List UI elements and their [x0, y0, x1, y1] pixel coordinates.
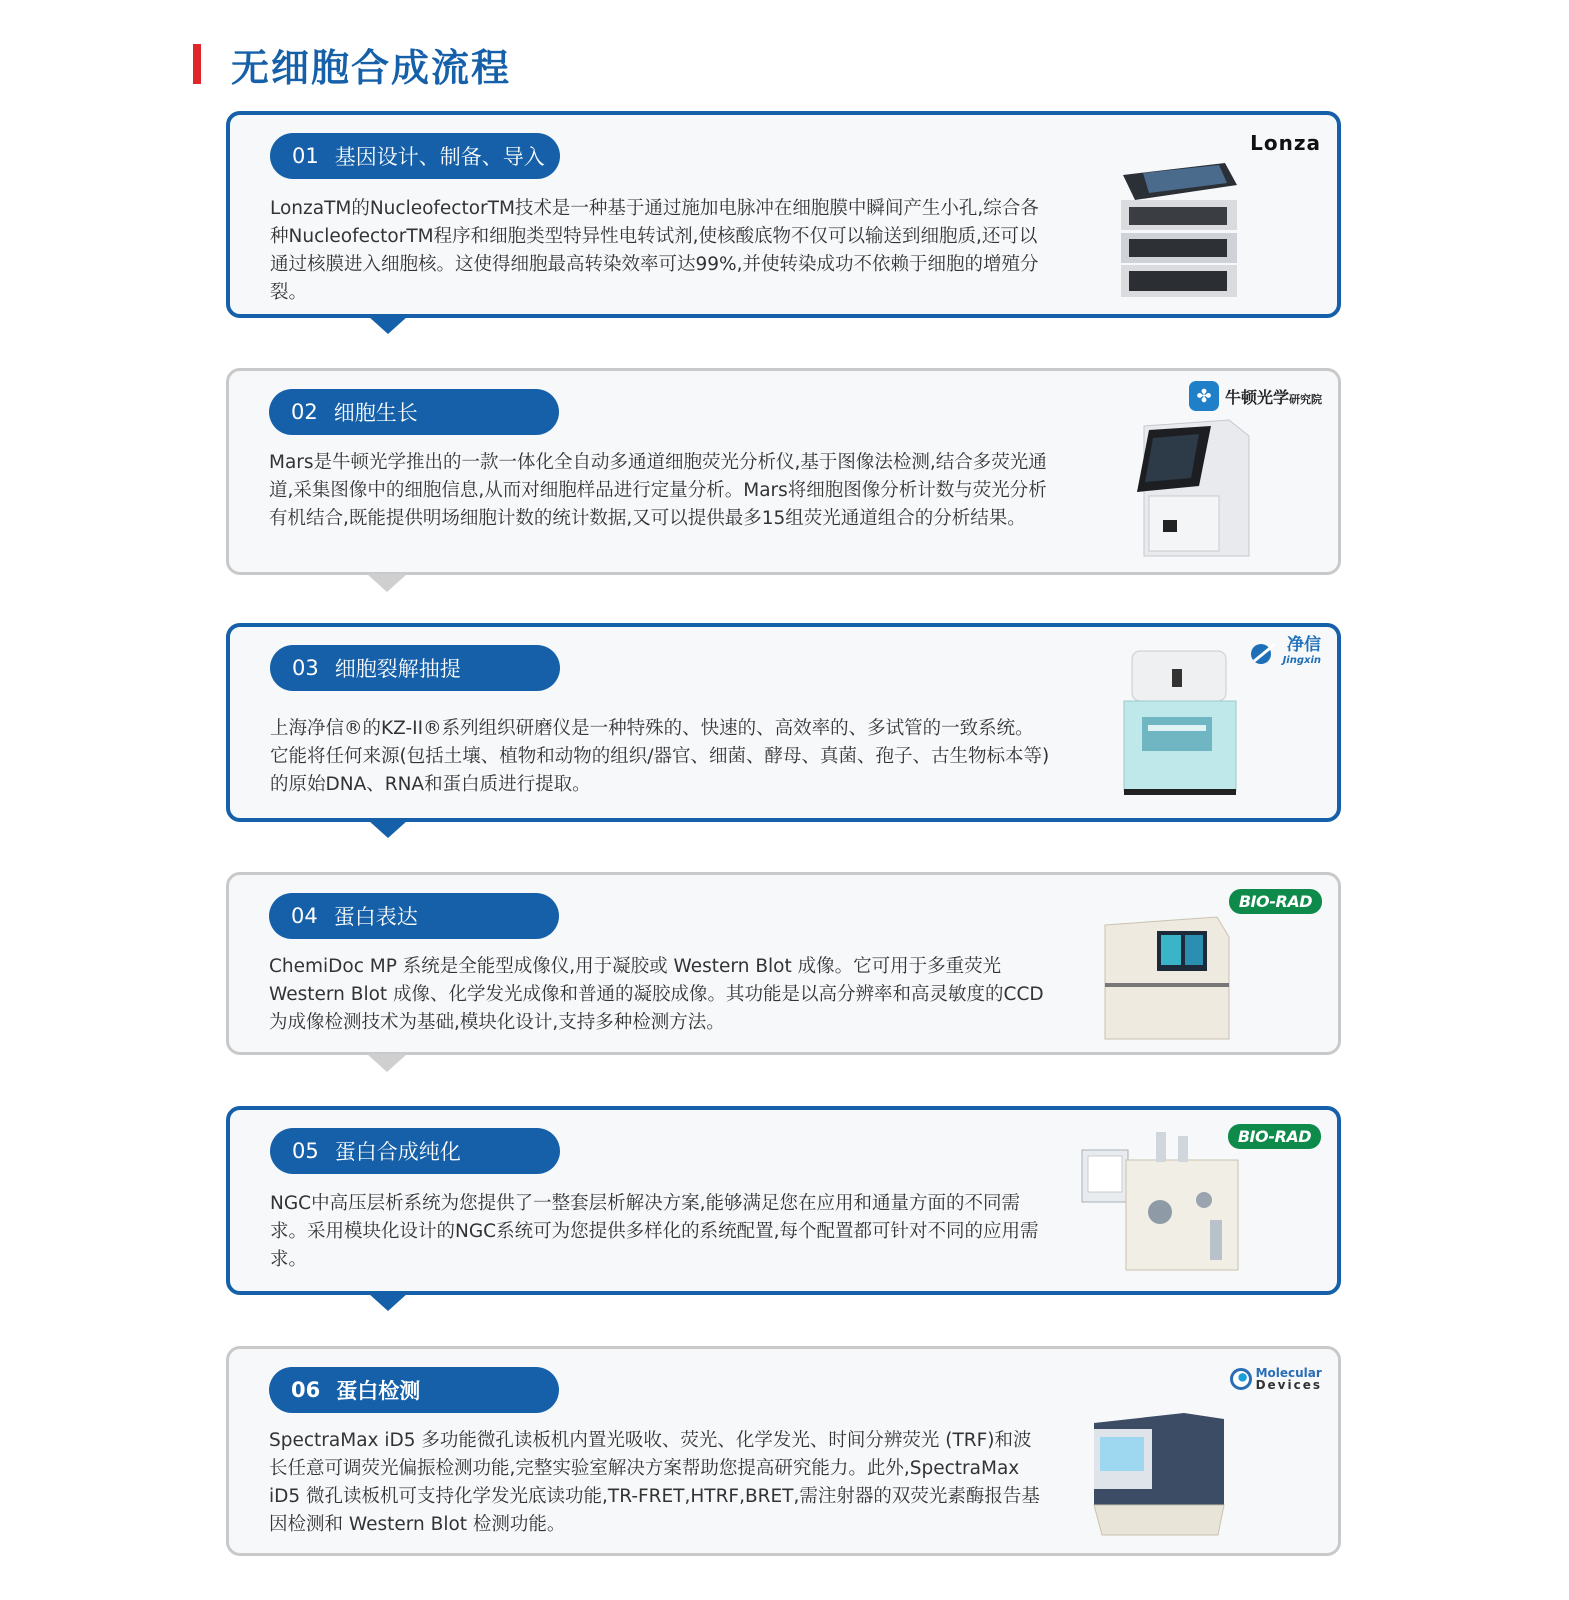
step-pill-04: [269, 893, 559, 939]
step-card-04: [226, 872, 1341, 1055]
step-label: 细胞生长: [333, 401, 418, 425]
step-card-01: [226, 111, 1341, 318]
step-description: SpectraMax iD5 多功能微孔读板机内置光吸收、荧光、化学发光、时间分辨荧光 (TRF)和波长任意可调荧光偏振检测功能,完整实验室解决方案帮助您提高研究能力。此外,SpectraMax iD5 微孔读板机可支持化学发光底读功能,TR-FRET,HTRF,BRET,需注射器的双荧光素酶报告基因检测和 Western Blot 检测功能。: [269, 1430, 1040, 1535]
jingxin-logo: 净信 Jingxin: [1249, 637, 1321, 669]
flow-arrow: [367, 574, 407, 592]
step-description: 上海净信®的KZ-II®系列组织研磨仪是一种特殊的、快速的、高效率的、多试管的一致系统。它能将任何来源(包括土壤、植物和动物的组织/器官、细菌、酵母、真菌、孢子、古生物标本等)的原始DNA、RNA和蛋白质进行提取。: [270, 718, 1050, 795]
page-title: 无细胞合成流程: [231, 45, 512, 90]
molecular-devices-logo-icon: [1230, 1368, 1252, 1390]
step-description: ChemiDoc MP 系统是全能型成像仪,用于凝胶或 Western Blot 成像。它可用于多重荧光Western Blot 成像、化学发光成像和普通的凝胶成像。其功能是以高分辨率和高灵敏度的CCD 为成像检测技术为基础,模块化设计,支持多种检测方法。: [269, 956, 1044, 1033]
step-number: 06: [291, 1378, 321, 1402]
jingxin-logo-icon: [1249, 640, 1279, 666]
ngc-chromatography-device-image: [1080, 1130, 1245, 1280]
newton-optics-logo: ✤ 牛顿光学研究院: [1189, 381, 1322, 411]
step-pill-03: [270, 645, 560, 691]
step-number: 01: [292, 144, 319, 168]
flow-arrow: [368, 316, 408, 334]
step-label: 蛋白合成纯化: [334, 1140, 461, 1164]
step-description: NGC中高压层析系统为您提供了一整套层析解决方案,能够满足您在应用和通量方面的不同需求。采用模块化设计的NGC系统可为您提供多样化的系统配置,每个配置都可针对不同的应用需求。: [270, 1193, 1039, 1270]
step-description: LonzaTM的NucleofectorTM技术是一种基于通过施加电脉冲在细胞膜中瞬间产生小孔,综合各种NucleofectorTM程序和细胞类型特异性电转试剂,使核酸底物不仅可以输送到细胞质,还可以通过核膜进入细胞核。这使得细胞最高转染效率可达99%,并使转染成功不依赖于细胞的增殖分裂。: [270, 198, 1039, 303]
step-pill-05: [270, 1128, 560, 1174]
nucleofector-device-image: [1115, 155, 1245, 300]
flow-arrow: [368, 820, 408, 838]
biorad-logo: BIO-RAD: [1229, 889, 1322, 914]
step-pill-02: [269, 389, 559, 435]
step-card-05: [226, 1106, 1341, 1295]
spectramax-reader-device-image: [1084, 1409, 1229, 1539]
step-pill-06: [269, 1367, 559, 1413]
title-accent-bar: [193, 44, 201, 84]
step-label: 蛋白检测: [336, 1379, 421, 1403]
newton-logo-icon: ✤: [1189, 381, 1219, 411]
biorad-logo: BIO-RAD: [1228, 1124, 1321, 1149]
step-description: Mars是牛顿光学推出的一款一体化全自动多通道细胞荧光分析仪,基于图像法检测,结合多荧光通道,采集图像中的细胞信息,从而对细胞样品进行定量分析。Mars将细胞图像分析计数与荧光分析有机结合,既能提供明场细胞计数的统计数据,又可以提供最多15组荧光通道组合的分析结果。: [269, 452, 1047, 529]
step-number: 05: [292, 1139, 319, 1163]
cell-analyzer-device-image: [1129, 416, 1254, 561]
step-label: 蛋白表达: [333, 905, 418, 929]
step-number: 03: [292, 656, 319, 680]
page-title-block: [193, 40, 511, 88]
chemidoc-imager-device-image: [1099, 913, 1234, 1043]
step-card-06: [226, 1346, 1341, 1556]
tissue-grinder-device-image: [1120, 649, 1240, 797]
step-pill-01: [270, 133, 560, 179]
step-number: 04: [291, 904, 318, 928]
step-card-02: [226, 368, 1341, 575]
step-number: 02: [291, 400, 318, 424]
lonza-logo: Lonza: [1250, 131, 1321, 155]
molecular-devices-logo: Molecular Devices: [1230, 1367, 1322, 1391]
step-label: 细胞裂解抽提: [334, 657, 461, 681]
flow-arrow: [368, 1293, 408, 1311]
step-card-03: [226, 623, 1341, 822]
flow-arrow: [367, 1054, 407, 1072]
step-label: 基因设计、制备、导入: [334, 145, 545, 169]
